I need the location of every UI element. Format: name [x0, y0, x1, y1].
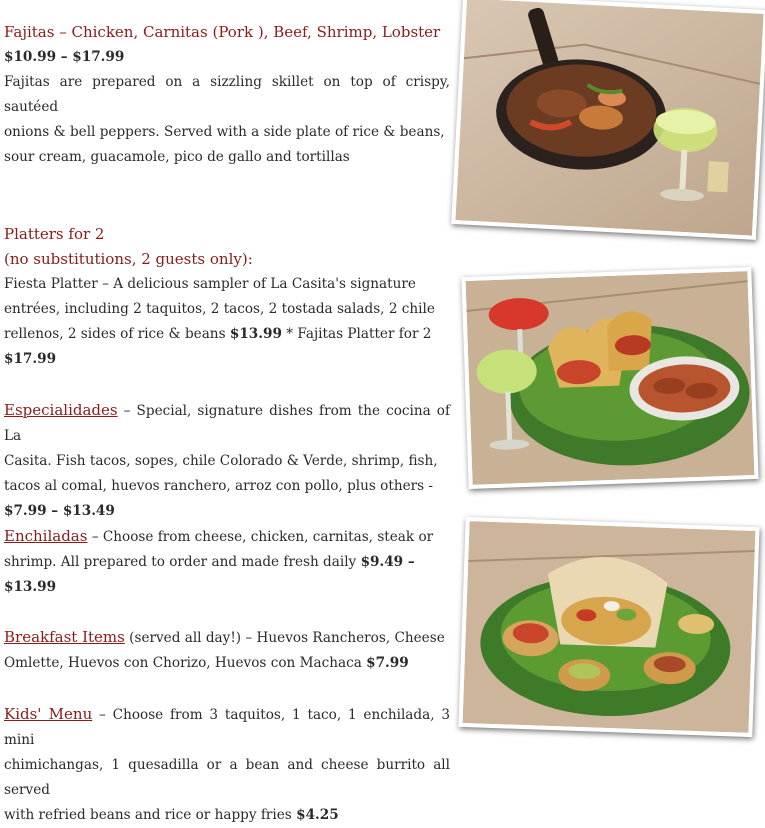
fajitas-price: $10.99 – $17.99 — [4, 49, 125, 65]
enchiladas-line-2-text: shrimp. All prepared to order and made fresh daily — [4, 554, 361, 570]
platters-title: Platters for 2 — [4, 225, 105, 243]
enchiladas-line-1-rest: – Choose from cheese, chicken, carnitas, steak or — [87, 529, 434, 545]
fajitas-section — [4, 20, 450, 170]
fiesta-platter-price: $13.99 — [229, 326, 282, 342]
platters-line-1: Fiesta Platter – A delicious sampler of La Casita's signature — [4, 276, 416, 292]
breakfast-line-1-rest: (served all day!) – Huevos Rancheros, Cheese — [124, 630, 445, 646]
breakfast-price: $7.99 — [366, 655, 409, 671]
fiesta-platter-photo-image — [466, 271, 755, 485]
breakfast-line-1 — [4, 625, 450, 651]
especialidades-section — [4, 398, 450, 524]
fiesta-platter-photo — [461, 267, 758, 489]
fajitas-desc-3: sour cream, guacamole, pico de gallo and tortillas — [4, 149, 350, 165]
platters-subtitle: (no substitutions, 2 guests only): — [4, 250, 253, 268]
especialidades-price: $7.99 – $13.49 — [4, 503, 115, 519]
platters-line-2: entrées, including 2 taquitos, 2 tacos, 2 tostada salads, 2 chile — [4, 301, 435, 317]
enchiladas-price-low: $9.49 – — [360, 554, 415, 570]
fajitas-title: Fajitas – Chicken, Carnitas (Pork ), Beef, Shrimp, Lobster — [4, 23, 441, 41]
breakfast-line-2-text: Omlette, Huevos con Chorizo, Huevos con Machaca — [4, 655, 367, 671]
sampler-photo-image — [463, 521, 756, 733]
platters-line-3 — [4, 322, 450, 347]
breakfast-section — [4, 625, 450, 676]
enchiladas-price-high: $13.99 — [4, 579, 57, 595]
especialidades-line-1 — [4, 398, 450, 449]
especialidades-line-2: Casita. Fish tacos, sopes, chile Colorado & Verde, shrimp, fish, — [4, 453, 438, 469]
kids-line-3-text: with refried beans and rice or happy fries — [4, 807, 297, 823]
especialidades-heading: Especialidades — [4, 401, 118, 419]
kids-line-3 — [4, 803, 450, 828]
breakfast-line-2 — [4, 651, 450, 676]
platters-line-3-tail: * Fajitas Platter for 2 — [281, 326, 432, 342]
platters-section — [4, 222, 450, 372]
kids-line-1 — [4, 702, 450, 753]
fajitas-desc-2: onions & bell peppers. Served with a side plate of rice & beans, — [4, 124, 445, 140]
platters-line-3-text: rellenos, 2 sides of rice & beans — [4, 326, 230, 342]
kids-price: $4.25 — [296, 807, 339, 823]
kids-line-1-rest: – Choose from 3 taquitos, 1 taco, 1 enchilada, 3 mini — [4, 707, 450, 748]
especialidades-line-3: tacos al comal, huevos ranchero, arroz con pollo, plus others - — [4, 478, 434, 494]
enchiladas-heading: Enchiladas — [4, 527, 88, 545]
kids-section — [4, 702, 450, 828]
kids-line-2: chimichangas, 1 quesadilla or a bean and cheese burrito all served — [4, 757, 450, 798]
enchiladas-section — [4, 524, 450, 600]
fajitas-photo — [451, 0, 765, 240]
sampler-photo — [458, 517, 759, 737]
fajitas-photo-image — [455, 0, 763, 236]
enchiladas-line-1 — [4, 524, 450, 550]
fajitas-platter-price: $17.99 — [4, 351, 57, 367]
breakfast-heading: Breakfast Items — [4, 628, 125, 646]
enchiladas-line-2 — [4, 550, 450, 575]
especialidades-line-1-rest: – Special, signature dishes from the cocina of La — [4, 403, 450, 444]
kids-heading: Kids' Menu — [4, 705, 93, 723]
fajitas-desc-1: Fajitas are prepared on a sizzling skillet on top of crispy, sautéed — [4, 74, 450, 115]
